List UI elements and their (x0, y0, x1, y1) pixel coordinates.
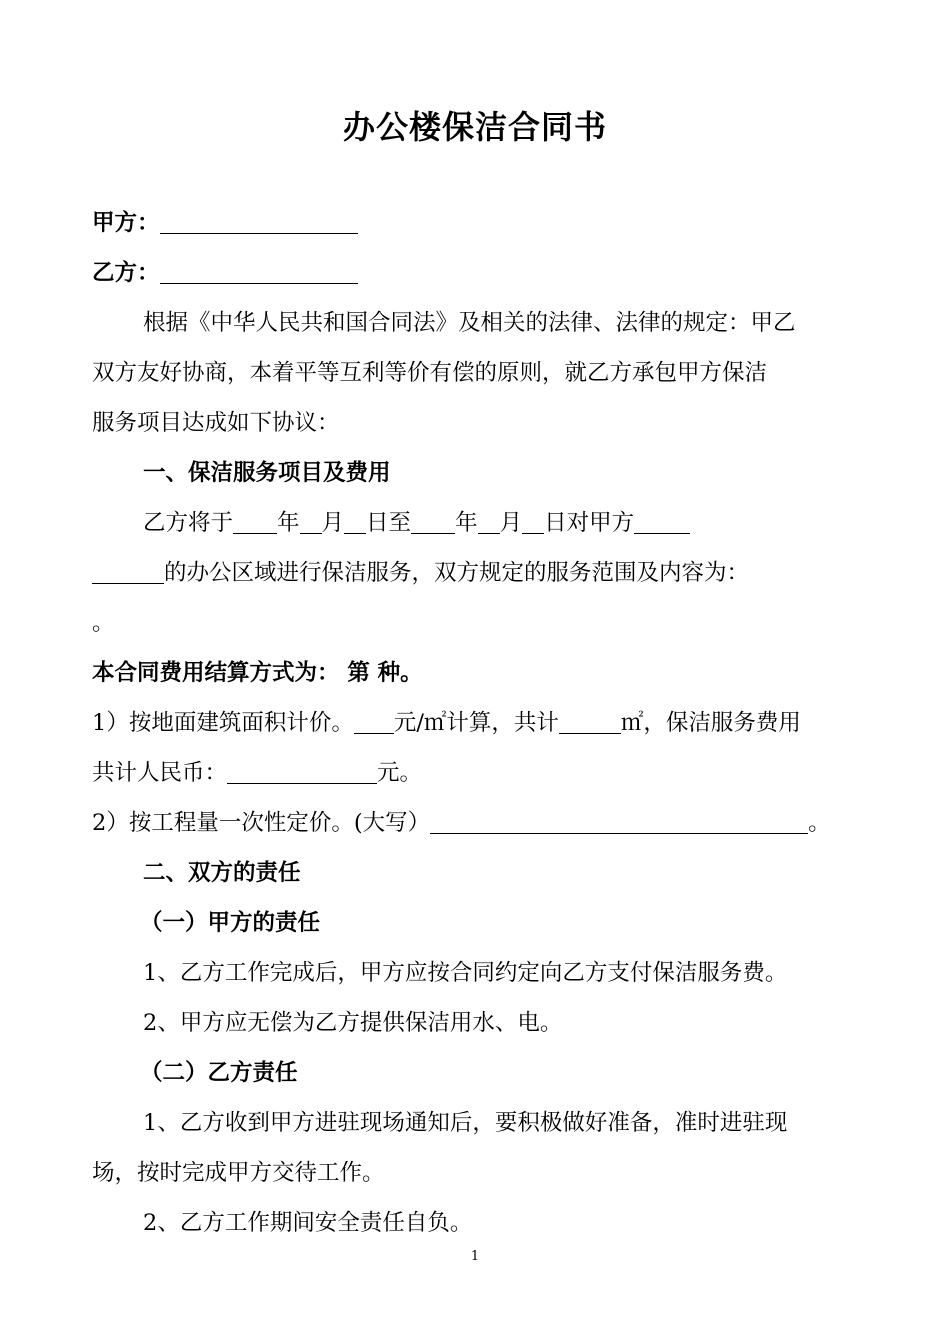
service-scope-end: 。 (92, 610, 115, 636)
option1-line-1 (92, 708, 801, 738)
text-segment: 1）按地面建筑面积计价。 (92, 710, 354, 736)
party-b-label: 乙方： (92, 260, 160, 286)
settlement-method: 本合同费用结算方式为： 第 种。 (92, 660, 423, 686)
intro-line-1: 根据《中华人民共和国合同法》及相关的法律、法律的规定：甲乙 (143, 310, 796, 336)
text-segment: 元/㎡计算，共计 (393, 710, 559, 736)
service-scope-line (92, 558, 749, 588)
blank-month (478, 509, 500, 534)
text-segment: 月 (499, 510, 523, 536)
text-segment: 的办公区域进行保洁服务，双方规定的服务范围及内容为： (164, 560, 750, 586)
intro-line-2: 双方友好协商，本着平等互利等价有偿的原则，就乙方承包甲方保洁 (92, 360, 768, 386)
blank-area (559, 709, 621, 734)
party-b-line (92, 258, 358, 288)
text-segment: 月 (321, 510, 345, 536)
text-segment: 年 (277, 510, 300, 536)
option2-line (92, 808, 831, 838)
text-segment: 年 (455, 510, 478, 536)
blank-month (300, 509, 322, 534)
blank-year (233, 509, 277, 534)
text-segment: 2）按工程量一次性定价。(大写） (92, 810, 431, 836)
page-number: 1 (470, 1249, 480, 1264)
party-a-duty-2: 2、甲方应无偿为乙方提供保洁用水、电。 (143, 1010, 563, 1036)
party-a-blank (160, 209, 358, 234)
text-segment: 共计人民币： (92, 760, 228, 786)
party-b-duty-1-line-2: 场，按时完成甲方交待工作。 (92, 1160, 385, 1186)
text-segment: ㎡，保洁服务费用 (620, 710, 801, 736)
blank-party-a-name (634, 509, 690, 534)
party-b-duty-1-line-1: 1、乙方收到甲方进驻现场通知后，要积极做好准备，准时进驻现 (143, 1110, 788, 1136)
option1-line-2 (92, 758, 422, 788)
document-title: 办公楼保洁合同书 (342, 108, 607, 146)
party-a-label: 甲方： (92, 210, 160, 236)
party-a-duties-heading: （一）甲方的责任 (140, 910, 321, 936)
text-segment: 日至 (366, 510, 412, 536)
service-period-line (143, 508, 690, 538)
blank-day (344, 509, 366, 534)
text-segment: 。 (808, 810, 831, 836)
party-b-duties-heading: （二）乙方责任 (140, 1060, 298, 1086)
section1-heading: 一、保洁服务项目及费用 (143, 460, 391, 486)
text-segment: 元。 (377, 760, 423, 786)
text-segment: 日对甲方 (544, 510, 635, 536)
blank-day (522, 509, 544, 534)
text-segment: 乙方将于 (143, 510, 234, 536)
section2-heading: 二、双方的责任 (143, 860, 301, 886)
party-b-duty-2: 2、乙方工作期间安全责任自负。 (143, 1210, 473, 1236)
blank-location (92, 559, 164, 584)
party-b-blank (160, 259, 358, 284)
intro-line-3: 服务项目达成如下协议： (92, 410, 340, 436)
blank-amount-words (430, 809, 808, 834)
party-a-duty-1: 1、乙方工作完成后，甲方应按合同约定向乙方支付保洁服务费。 (143, 960, 788, 986)
blank-year (411, 509, 455, 534)
blank-unit-price (354, 709, 394, 734)
blank-total-amount (227, 759, 377, 784)
party-a-line (92, 208, 358, 238)
